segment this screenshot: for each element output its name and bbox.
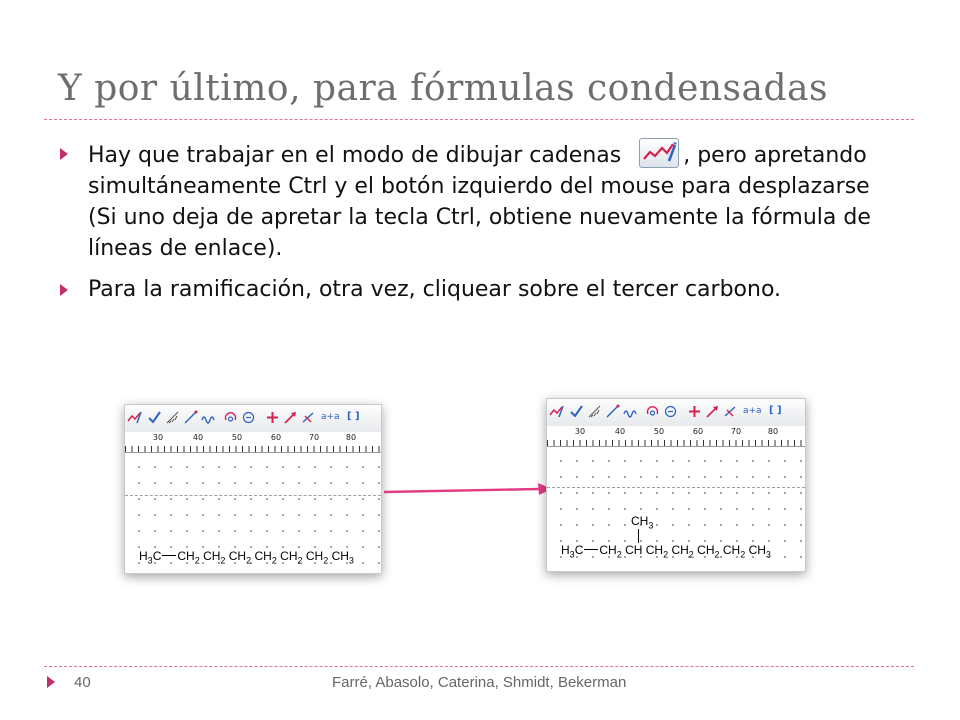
formula-group: $CH_2$: [671, 543, 694, 560]
page-number: 40: [74, 674, 91, 691]
ruler-label: 80: [345, 433, 357, 442]
screenshot-after: [546, 398, 806, 572]
formula-group: $H_3C$: [561, 543, 584, 560]
ruler-label: 60: [270, 433, 282, 442]
bond-tool-icon: [147, 410, 162, 425]
ruler-label: 40: [192, 433, 204, 442]
condensed-formula: [139, 549, 354, 565]
guide-line: [547, 487, 805, 488]
ruler-label: 70: [308, 433, 320, 442]
arrow-tool-icon: [283, 410, 298, 425]
chain-tool-icon: [127, 410, 142, 425]
editor-toolbar: [125, 405, 381, 433]
formula-group: $CH_3$: [331, 549, 354, 566]
ruler-label: 70: [730, 427, 742, 436]
transition-arrow-icon: [382, 480, 554, 502]
hashed-bond-icon: [587, 404, 602, 419]
branch-bond-line: [638, 529, 639, 543]
bullet-list: [60, 138, 890, 315]
arrow-tool-icon: [705, 404, 720, 419]
bullet-item-1: [60, 138, 890, 264]
ruler-ticks: [125, 446, 381, 452]
formula-group: [139, 549, 162, 566]
condensed-formula: [561, 543, 771, 559]
branch-group: $CH_3$: [631, 514, 654, 531]
ruler-label: 60: [692, 427, 704, 436]
atom-label-tool: a+a: [321, 412, 340, 422]
formula-group: $CH_2$: [305, 549, 329, 566]
formula-group: $CH_2$: [722, 543, 746, 560]
plus-charge-icon: [687, 404, 702, 419]
guide-line: [125, 495, 381, 496]
ruler-label: 30: [152, 433, 164, 442]
ruler-label: 50: [231, 433, 243, 442]
drawing-canvas: [125, 453, 381, 573]
ruler-ticks: [547, 440, 805, 446]
ruler: [125, 432, 381, 453]
formula-group: $CH_2$: [254, 549, 277, 566]
bond-line: [162, 555, 176, 556]
line-tool-icon: [605, 404, 620, 419]
formula-group: $CH_2$: [599, 543, 622, 560]
screenshot-before: [124, 404, 382, 574]
formula-group: $CH_2$: [645, 543, 669, 560]
formula-group-text: $H_3C$: [139, 549, 162, 566]
ring-tool-icon: [645, 404, 660, 419]
reaction-arrow-icon: [301, 410, 316, 425]
bullet-arrow-icon: [60, 284, 68, 296]
ruler-label: 40: [614, 427, 626, 436]
charge-tool-icon: [241, 410, 256, 425]
footer-authors: Farré, Abasolo, Caterina, Shmidt, Bekerman: [332, 674, 627, 691]
bullet-arrow-icon: [60, 148, 68, 160]
atom-label-tool: a+a: [743, 406, 762, 416]
line-tool-icon: [183, 410, 198, 425]
bullet-text-2: Para la ramificación, otra vez, cliquear sobre el tercer carbono.: [88, 277, 782, 302]
charge-tool-icon: [663, 404, 678, 419]
bond-line: [584, 549, 598, 550]
bullet-text-1b: , pero apretando simultáneamente Ctrl y el botón izquierdo del mouse para desplazarse (Si uno deja de apretar la tecla Ctrl, obtiene nuevamente la fórmula de líneas de enlace).: [88, 143, 871, 261]
slide-title: Y por último, para fórmulas condensadas: [58, 68, 828, 109]
footer-arrow-icon: [47, 676, 55, 688]
branch-carbon: CH: [625, 543, 643, 557]
ruler-label: 30: [574, 427, 586, 436]
bullet-text-1a: Hay que trabajar en el modo de dibujar cadenas: [88, 143, 622, 168]
footer-divider: [44, 666, 914, 667]
chain-drawing-tool-icon: [639, 138, 679, 168]
ruler: [547, 426, 805, 447]
wavy-bond-icon: [623, 404, 638, 419]
editor-toolbar: [547, 399, 805, 427]
bracket-tool: [ ]: [347, 411, 360, 422]
reaction-arrow-icon: [723, 404, 738, 419]
bullet-item-2: [60, 274, 890, 305]
chain-tool-icon: [549, 404, 564, 419]
formula-group: $CH_2$: [280, 549, 303, 566]
formula-group: $CH_2$: [177, 549, 200, 566]
drawing-canvas: [547, 447, 805, 571]
hashed-bond-icon: [165, 410, 180, 425]
plus-charge-icon: [265, 410, 280, 425]
title-divider: [44, 119, 914, 120]
ruler-label: 80: [767, 427, 779, 436]
formula-group: $CH_2$: [203, 549, 226, 566]
bracket-tool: [ ]: [769, 405, 782, 416]
formula-group: $CH_3$: [748, 543, 771, 560]
wavy-bond-icon: [201, 410, 216, 425]
formula-group: $CH_2$: [697, 543, 720, 560]
bond-tool-icon: [569, 404, 584, 419]
ring-tool-icon: [223, 410, 238, 425]
ruler-label: 50: [653, 427, 665, 436]
formula-group: $CH_2$: [228, 549, 252, 566]
